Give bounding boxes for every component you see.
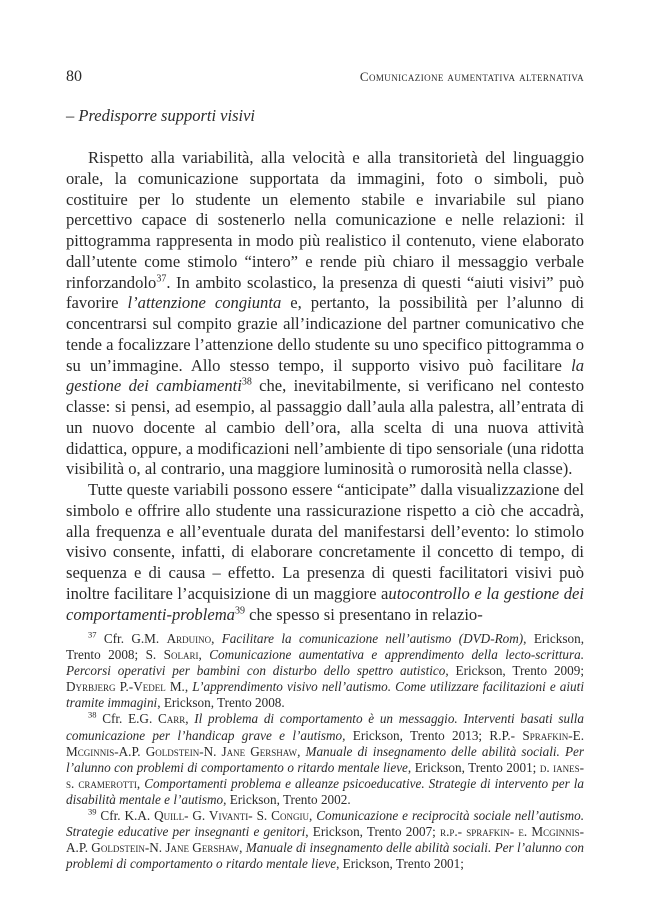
author-name: Arduino <box>166 631 212 646</box>
footnote-number: 38 <box>88 710 97 721</box>
footnote-number: 39 <box>88 806 97 817</box>
text-run: , Erickson, Trento 2002. <box>223 791 351 807</box>
text-run: , <box>297 743 306 759</box>
paragraph-1 <box>66 148 584 480</box>
text-run: Cfr. G.M. <box>96 631 167 646</box>
footnote-37 <box>66 631 584 711</box>
book-title: Manuale di insegnamento delle abilità sociali. Per l’alunno con problemi di comportamento o ritardo mentale lieve <box>66 840 585 872</box>
text-run: , <box>239 840 246 856</box>
text-run: Cfr. K.A. <box>96 808 155 824</box>
author-name: Dyrbjerg P.-Vedel M. <box>66 679 185 695</box>
book-title: Comportamenti problema e alleanze psicoeducative. Strategie di intervento per la disabilità mentale e l’autismo <box>66 775 584 807</box>
book-title: Facilitare la comunicazione nell’autismo (DVD-Rom) <box>221 631 524 646</box>
author-name: Sprafkin-E. Mcginnis-A.P. Goldstein-N. Jane Gershaw <box>66 727 584 759</box>
footnotes <box>66 631 584 872</box>
text-run: che spesso si presentano in relazio- <box>244 604 483 624</box>
book-title: Comunicazione aumentativa e apprendimento della lecto-scrittura. Percorsi operativi per bambini con disturbo dello spettro autistico <box>66 647 584 679</box>
emphasis: utocontrollo e la gestione dei comportamenti-problema <box>66 583 585 624</box>
text-run: , <box>184 679 193 695</box>
text-run: , <box>136 775 145 791</box>
text-run: che, inevitabilmente, si verificano nel contesto classe: si pensi, ad esempio, al passaggio dall’aula alla palestra, all’entrata di un nuovo docente al cambio dell’ora, alla scelta di una nuova attività didattica, oppure, a modificazioni nell’ambiente di tipo sensoriale (una ridotta visibilità o, al contrario, una maggiore luminosità o rumorosità nella classe). <box>66 376 584 479</box>
footnote-ref-37: 37 <box>156 272 167 284</box>
book-title: Comunicazione e reciprocità sociale nell’autismo. Strategie educative per insegnanti e genitori <box>66 808 585 840</box>
text-run: Cfr. E.G. <box>96 711 158 727</box>
text-run: . In ambito scolastico, la presenza di questi “aiuti visivi” può favorire <box>66 272 584 313</box>
text-run: , Erickson, Trento 2007; <box>305 824 441 840</box>
footnote-number: 37 <box>88 629 97 640</box>
text-run: , Erickson, Trento 2001; <box>336 856 464 872</box>
text-run: , <box>211 631 222 646</box>
emphasis: l’attenzione congiunta <box>127 293 282 313</box>
footnote-38 <box>66 711 584 808</box>
author-name: d. ianes-s. cramerotti <box>66 759 585 791</box>
paragraph-2 <box>66 480 584 625</box>
book-title: Il problema di comportamento è un messaggio. Interventi basati sulla comunicazione per l’handicap grave e l’autismo, <box>66 711 584 743</box>
text-run: , <box>198 647 210 663</box>
text-run: e, pertanto, la possibilità per l’alunno di concentrarsi sul compito grazie all’indicazione del partner comunicativo che tende a focalizzare l’attenzione dello studente su uno specifico pittogramma o su un’immagine. Allo stesso tempo, il supporto visivo può facilitare <box>66 293 584 375</box>
text-run: , <box>185 711 195 727</box>
book-title: Manuale di insegnamento delle abilità sociali. Per l’alunno con problemi di comportamento o ritardo mentale lieve <box>66 743 584 775</box>
text-run: Erickson, Trento 2013; R.P.- <box>345 727 523 743</box>
text-run: , <box>308 808 317 824</box>
text-run: Tutte queste variabili possono essere “anticipate” dalla visualizzazione del simbolo e offrire allo studente una rassicurazione rispetto a ciò che accadrà, alla frequenza e all’eventuale durata del manifestarsi dell’evento: lo stimolo visivo consente, infatti, di elaborare concretamente il concetto di tempo, di sequenza e di causa – effetto. La presenza di questi facilitatori visivi può inoltre facilitare l’acquisizione di un maggiore a <box>66 480 584 603</box>
author-name: r.p.- sprafkin- e. Mcginnis-A.P. Goldstein-N. Jane Gershaw <box>66 824 584 856</box>
text-run: , Erickson, Trento 2008; S. <box>66 631 584 663</box>
author-name: Solari <box>163 647 199 663</box>
footnote-ref-38: 38 <box>241 376 252 388</box>
page-header <box>66 68 584 88</box>
running-title: Comunicazione aumentativa alternativa <box>359 69 584 84</box>
text-run: , Erickson, Trento 2008. <box>157 695 285 711</box>
section-heading: – Predisporre supporti visivi <box>66 106 255 125</box>
body-text <box>66 148 584 625</box>
author-name: Carr <box>157 711 186 727</box>
book-title: L’apprendimento visivo nell’autismo. Come utilizzare facilitazioni e aiuti tramite immagini <box>66 679 584 711</box>
text-run: Rispetto alla variabilità, alla velocità e alla transitorietà del linguaggio orale, la comunicazione supportata da immagini, foto o simboli, può costituire per lo studente un elemento stabile e invariabile sul piano percettivo capace di sostenerlo nella comunicazione e nelle relazioni: il pittogramma rappresenta in modo più realistico il contenuto, viene elaborato dall’utente come stimolo “intero” e rende più chiaro il messaggio verbale rinforzandolo <box>66 148 584 292</box>
footnote-ref-39: 39 <box>234 604 245 616</box>
page-number: 80 <box>66 68 82 85</box>
text-run: , Erickson, Trento 2001; <box>407 759 540 775</box>
emphasis: la gestione dei cambiamenti <box>66 355 584 396</box>
text-run: , Erickson, Trento 2009; <box>445 663 584 679</box>
footnote-39 <box>66 808 584 872</box>
author-name: Quill- G. Vivanti- S. Congiu <box>154 808 309 824</box>
